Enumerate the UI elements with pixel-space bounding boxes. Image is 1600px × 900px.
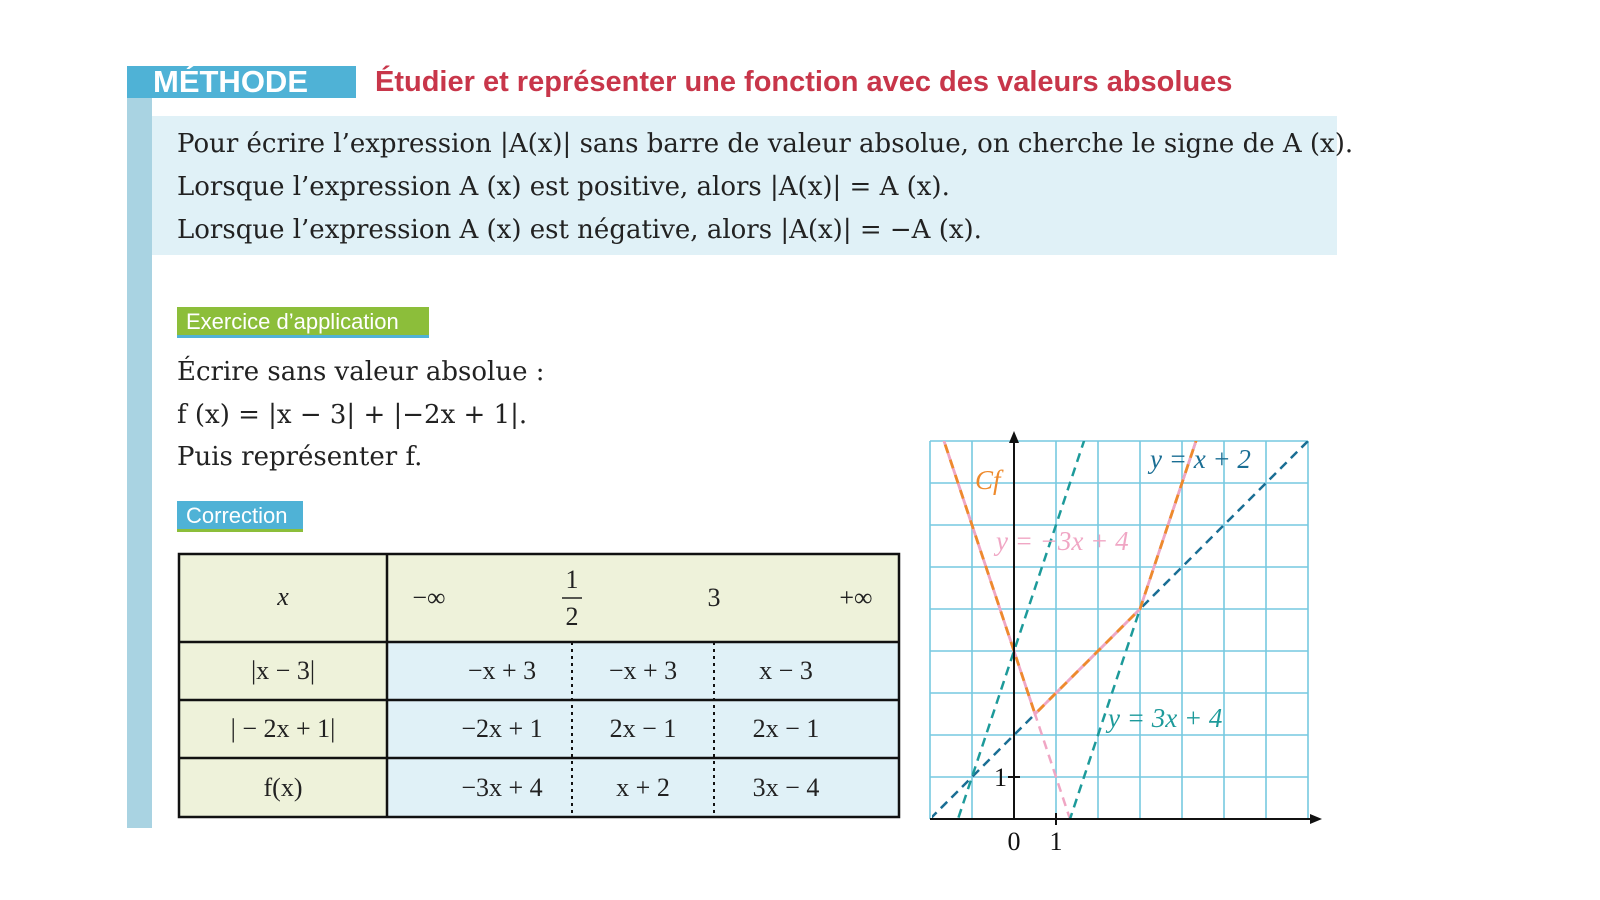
label-y-minus-3x-plus-4: y = −3x + 4 [996,526,1129,556]
exercise-line-1: Écrire sans valeur absolue : [177,357,545,387]
table-cell: 3x − 4 [752,773,820,802]
table-cell: x + 2 [616,773,670,802]
exercise-line-3: Puis représenter f. [177,442,423,472]
table-cell: −2x + 1 [461,714,543,743]
table-cell: x − 3 [759,656,813,685]
table-row-label: | − 2x + 1| [230,714,336,743]
table-bound-three: 3 [707,583,721,612]
table-row-label: f(x) [263,773,303,802]
x-unit-label: 1 [1049,827,1063,856]
exercise-tag: Exercice d’application [177,307,429,338]
table-row-label: |x − 3| [250,656,316,685]
table-cell: −x + 3 [467,656,537,685]
table-bound-half-den: 2 [565,602,579,631]
curve-label-cf: Cf [975,465,1001,495]
methode-tag: MÉTHODE [153,64,308,99]
table-bound-half-num: 1 [565,565,579,594]
page-title: Étudier et représenter une fonction avec des valeurs absolues [375,66,1233,98]
origin-label: 0 [1007,827,1021,856]
y-unit-label: 1 [994,763,1007,792]
label-y-3x-plus-4: y = 3x + 4 [1108,703,1223,733]
x-axis-arrow [1310,814,1322,824]
table-cell: 2x − 1 [609,714,677,743]
label-y-x-plus-2: y = x + 2 [1150,444,1251,474]
table-cell: −x + 3 [608,656,678,685]
table-bound-minus-inf: −∞ [412,583,446,612]
table-bound-plus-inf: +∞ [839,583,873,612]
exercise-line-2: f (x) = |x − 3| + |−2x + 1|. [177,400,528,430]
rule-line-1: Pour écrire l’expression |A(x)| sans barre de valeur absolue, on cherche le signe de A (x). [177,129,1354,159]
table-cell: −3x + 4 [461,773,543,802]
correction-tag: Correction [177,501,303,532]
y-axis-arrow [1009,431,1019,443]
table-cell: 2x − 1 [752,714,820,743]
rule-line-2: Lorsque l’expression A (x) est positive, alors |A(x)| = A (x). [177,172,950,202]
table-header-var: x [277,582,289,611]
rule-line-3: Lorsque l’expression A (x) est négative, alors |A(x)| = −A (x). [177,215,982,245]
